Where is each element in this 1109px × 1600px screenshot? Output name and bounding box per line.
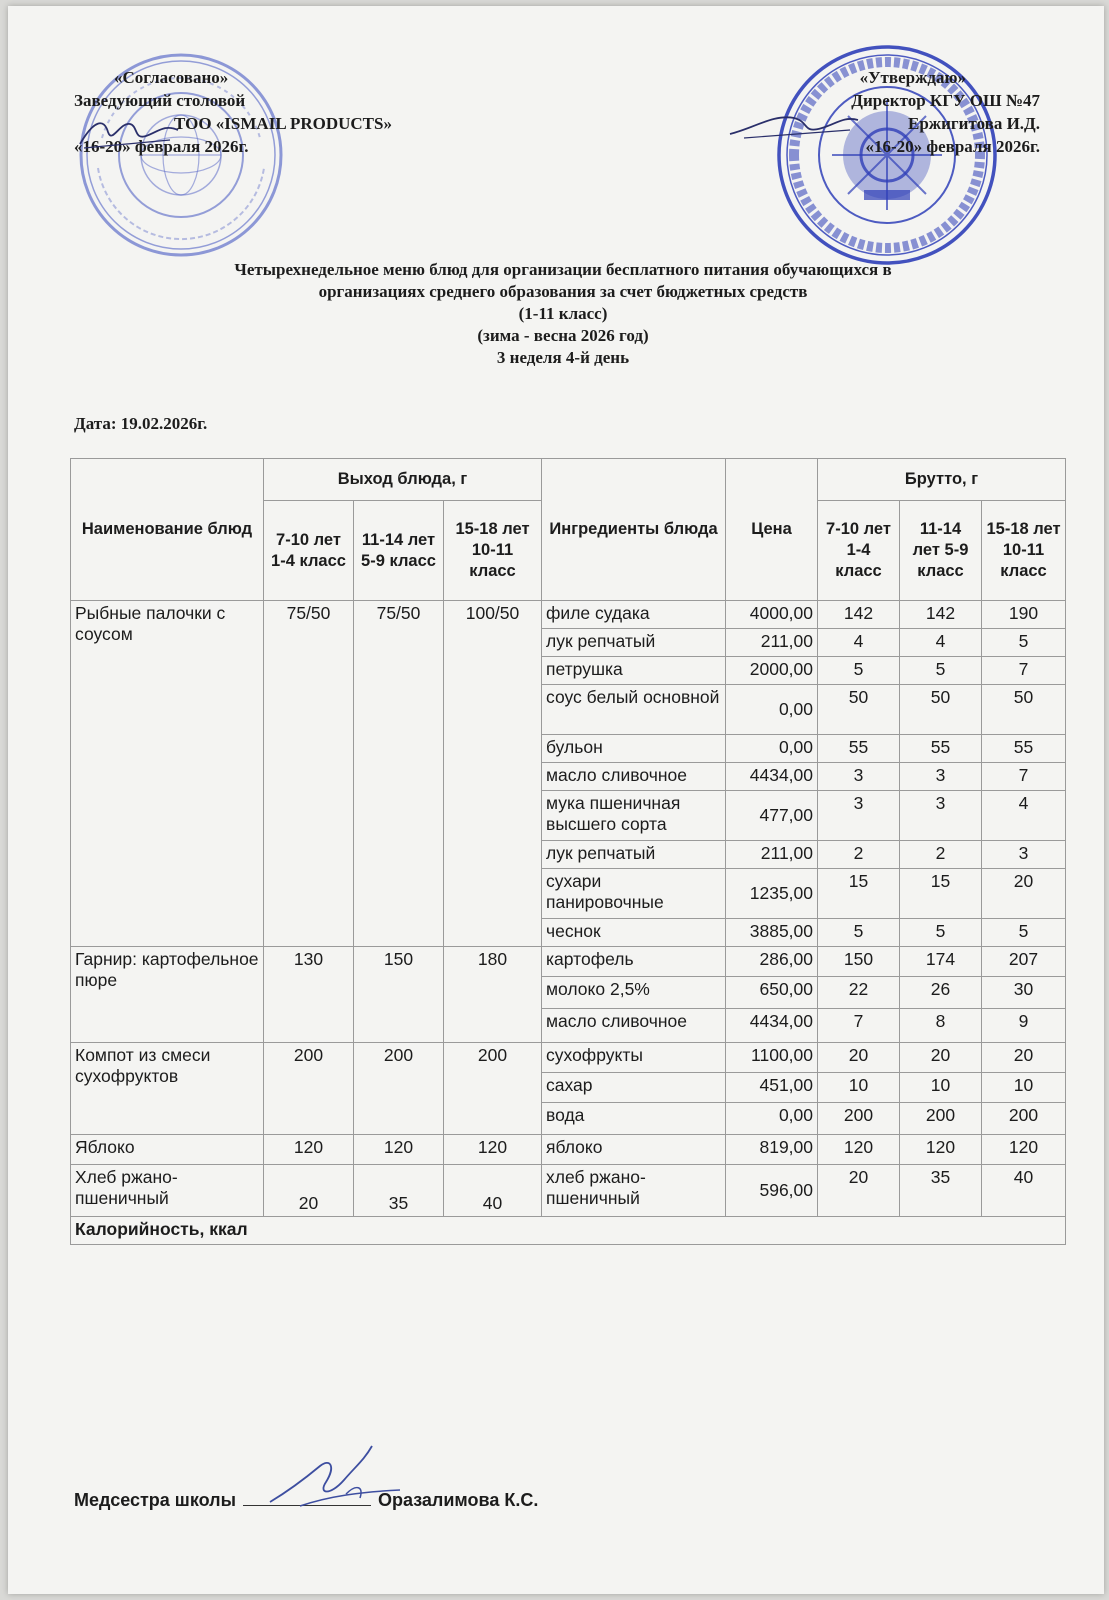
ingredient-price: 451,00 bbox=[726, 1073, 818, 1103]
brutto-value: 26 bbox=[900, 977, 982, 1009]
brutto-value: 150 bbox=[818, 947, 900, 977]
ingredient-price: 3885,00 bbox=[726, 919, 818, 947]
menu-date: Дата: 19.02.2026г. bbox=[74, 414, 208, 433]
brutto-value: 3 bbox=[982, 841, 1066, 869]
col-output-age-2: 11-14 лет 5-9 класс bbox=[354, 501, 444, 601]
ingredient-price: 4000,00 bbox=[726, 601, 818, 629]
brutto-value: 8 bbox=[900, 1009, 982, 1043]
canteen-head-label: Заведующий столовой bbox=[74, 91, 246, 110]
table-row bbox=[71, 1135, 1066, 1165]
brutto-value: 50 bbox=[982, 685, 1066, 735]
col-brutto-age-2: 11-14 лет 5-9 класс bbox=[900, 501, 982, 601]
ingredient-price: 4434,00 bbox=[726, 763, 818, 791]
ingredient-name: масло сливочное bbox=[542, 1009, 726, 1043]
table-row bbox=[71, 1165, 1066, 1217]
approved-label: «Утверждаю» bbox=[859, 68, 966, 87]
ingredient-name: сахар bbox=[542, 1073, 726, 1103]
brutto-value: 20 bbox=[900, 1043, 982, 1073]
nurse-name: Оразалимова К.С. bbox=[377, 1490, 539, 1510]
brutto-value: 9 bbox=[982, 1009, 1066, 1043]
brutto-value: 55 bbox=[982, 735, 1066, 763]
brutto-value: 3 bbox=[818, 763, 900, 791]
right-signature bbox=[724, 104, 864, 144]
brutto-value: 142 bbox=[900, 601, 982, 629]
brutto-value: 20 bbox=[818, 1043, 900, 1073]
brutto-value: 2 bbox=[900, 841, 982, 869]
brutto-value: 5 bbox=[818, 919, 900, 947]
brutto-value: 200 bbox=[982, 1103, 1066, 1135]
ingredient-price: 2000,00 bbox=[726, 657, 818, 685]
brutto-value: 2 bbox=[818, 841, 900, 869]
ingredient-price: 286,00 bbox=[726, 947, 818, 977]
title-line-3: (1-11 класс) bbox=[518, 304, 608, 323]
company-name: ТОО «ISMAIL PRODUCTS» bbox=[174, 114, 392, 133]
col-brutto: Брутто, г bbox=[818, 459, 1066, 501]
brutto-value: 30 bbox=[982, 977, 1066, 1009]
title-line-4: (зима - весна 2026 год) bbox=[477, 326, 649, 345]
ingredient-name: лук репчатый bbox=[542, 629, 726, 657]
brutto-value: 50 bbox=[818, 685, 900, 735]
ingredient-name: сухари панировочные bbox=[542, 869, 726, 919]
ingredient-name: хлеб ржано-пшеничный bbox=[542, 1165, 726, 1217]
brutto-value: 55 bbox=[900, 735, 982, 763]
ingredient-name: яблоко bbox=[542, 1135, 726, 1165]
nurse-signature bbox=[260, 1436, 410, 1516]
brutto-value: 120 bbox=[900, 1135, 982, 1165]
dish-name: Гарнир: картофельное пюре bbox=[71, 947, 264, 1043]
brutto-value: 20 bbox=[818, 1165, 900, 1217]
brutto-value: 5 bbox=[818, 657, 900, 685]
brutto-value: 120 bbox=[818, 1135, 900, 1165]
dish-output: 200 bbox=[264, 1043, 354, 1135]
ingredient-price: 477,00 bbox=[726, 791, 818, 841]
ingredient-name: масло сливочное bbox=[542, 763, 726, 791]
brutto-value: 20 bbox=[982, 869, 1066, 919]
brutto-value: 3 bbox=[900, 763, 982, 791]
ingredient-price: 0,00 bbox=[726, 685, 818, 735]
menu-table bbox=[70, 458, 1066, 1245]
brutto-value: 4 bbox=[982, 791, 1066, 841]
brutto-value: 4 bbox=[818, 629, 900, 657]
dish-output: 200 bbox=[354, 1043, 444, 1135]
brutto-value: 10 bbox=[818, 1073, 900, 1103]
brutto-value: 200 bbox=[900, 1103, 982, 1135]
col-price: Цена bbox=[726, 459, 818, 601]
ingredient-name: бульон bbox=[542, 735, 726, 763]
dish-output: 120 bbox=[264, 1135, 354, 1165]
document-sheet bbox=[8, 6, 1104, 1594]
calories-row bbox=[71, 1217, 1066, 1245]
brutto-value: 207 bbox=[982, 947, 1066, 977]
nurse-label: Медсестра школы bbox=[74, 1490, 236, 1510]
ingredient-price: 4434,00 bbox=[726, 1009, 818, 1043]
agreed-date: «16-20» февраля 2026г. bbox=[74, 137, 249, 156]
brutto-value: 7 bbox=[982, 657, 1066, 685]
ingredient-price: 0,00 bbox=[726, 735, 818, 763]
brutto-value: 7 bbox=[818, 1009, 900, 1043]
title-line-5: 3 неделя 4-й день bbox=[496, 348, 630, 367]
calories-label: Калорийность, ккал bbox=[71, 1217, 1066, 1245]
ingredient-price: 1235,00 bbox=[726, 869, 818, 919]
menu-title bbox=[68, 259, 1058, 369]
col-ingredients: Ингредиенты блюда bbox=[542, 459, 726, 601]
dish-output: 40 bbox=[444, 1165, 542, 1217]
dish-output: 180 bbox=[444, 947, 542, 1043]
brutto-value: 5 bbox=[982, 629, 1066, 657]
dish-output: 20 bbox=[264, 1165, 354, 1217]
dish-name: Компот из смеси сухофруктов bbox=[71, 1043, 264, 1135]
ingredient-price: 650,00 bbox=[726, 977, 818, 1009]
brutto-value: 174 bbox=[900, 947, 982, 977]
ingredient-price: 0,00 bbox=[726, 1103, 818, 1135]
brutto-value: 5 bbox=[900, 919, 982, 947]
approved-date: «16-20» февраля 2026г. bbox=[865, 137, 1040, 156]
menu-body bbox=[71, 601, 1066, 1245]
brutto-value: 55 bbox=[818, 735, 900, 763]
brutto-value: 4 bbox=[900, 629, 982, 657]
col-output-age-3: 15-18 лет 10-11 класс bbox=[444, 501, 542, 601]
ingredient-price: 211,00 bbox=[726, 629, 818, 657]
ingredient-name: сухофрукты bbox=[542, 1043, 726, 1073]
agreed-label: «Согласовано» bbox=[114, 68, 229, 87]
ingredient-price: 1100,00 bbox=[726, 1043, 818, 1073]
ingredient-name: филе судака bbox=[542, 601, 726, 629]
brutto-value: 200 bbox=[818, 1103, 900, 1135]
brutto-value: 3 bbox=[900, 791, 982, 841]
dish-name: Хлеб ржано-пшеничный bbox=[71, 1165, 264, 1217]
ingredient-name: соус белый основной bbox=[542, 685, 726, 735]
brutto-value: 10 bbox=[900, 1073, 982, 1103]
ingredient-name: вода bbox=[542, 1103, 726, 1135]
dish-output: 120 bbox=[354, 1135, 444, 1165]
brutto-value: 35 bbox=[900, 1165, 982, 1217]
title-line-1: Четырехнедельное меню блюд для организации бесплатного питания обучающихся в bbox=[234, 260, 892, 279]
brutto-value: 50 bbox=[900, 685, 982, 735]
col-output: Выход блюда, г bbox=[264, 459, 542, 501]
brutto-value: 142 bbox=[818, 601, 900, 629]
director-label: Директор КГУ ОШ №47 bbox=[851, 91, 1040, 110]
brutto-value: 120 bbox=[982, 1135, 1066, 1165]
dish-output: 75/50 bbox=[264, 601, 354, 947]
brutto-value: 5 bbox=[900, 657, 982, 685]
col-brutto-age-1: 7-10 лет 1-4 класс bbox=[818, 501, 900, 601]
brutto-value: 190 bbox=[982, 601, 1066, 629]
left-signature bbox=[74, 110, 184, 154]
brutto-value: 3 bbox=[818, 791, 900, 841]
dish-output: 75/50 bbox=[354, 601, 444, 947]
dish-output: 150 bbox=[354, 947, 444, 1043]
table-row bbox=[71, 1043, 1066, 1073]
table-row bbox=[71, 947, 1066, 977]
ingredient-name: картофель bbox=[542, 947, 726, 977]
ingredient-name: молоко 2,5% bbox=[542, 977, 726, 1009]
col-brutto-age-3: 15-18 лет 10-11 класс bbox=[982, 501, 1066, 601]
dish-name: Рыбные палочки с соусом bbox=[71, 601, 264, 947]
brutto-value: 40 bbox=[982, 1165, 1066, 1217]
title-line-2: организациях среднего образования за счет бюджетных средств bbox=[318, 282, 808, 301]
brutto-value: 15 bbox=[818, 869, 900, 919]
ingredient-price: 819,00 bbox=[726, 1135, 818, 1165]
brutto-value: 7 bbox=[982, 763, 1066, 791]
ingredient-price: 596,00 bbox=[726, 1165, 818, 1217]
brutto-value: 10 bbox=[982, 1073, 1066, 1103]
dish-name: Яблоко bbox=[71, 1135, 264, 1165]
ingredient-name: чеснок bbox=[542, 919, 726, 947]
approval-block-right bbox=[851, 66, 1040, 158]
brutto-value: 22 bbox=[818, 977, 900, 1009]
table-row bbox=[71, 601, 1066, 629]
dish-output: 130 bbox=[264, 947, 354, 1043]
dish-output: 120 bbox=[444, 1135, 542, 1165]
ingredient-name: мука пшеничная высшего сорта bbox=[542, 791, 726, 841]
dish-output: 35 bbox=[354, 1165, 444, 1217]
ingredient-name: петрушка bbox=[542, 657, 726, 685]
dish-output: 200 bbox=[444, 1043, 542, 1135]
dish-output: 100/50 bbox=[444, 601, 542, 947]
col-output-age-1: 7-10 лет 1-4 класс bbox=[264, 501, 354, 601]
ingredient-price: 211,00 bbox=[726, 841, 818, 869]
brutto-value: 5 bbox=[982, 919, 1066, 947]
brutto-value: 20 bbox=[982, 1043, 1066, 1073]
brutto-value: 15 bbox=[900, 869, 982, 919]
col-dish-name: Наименование блюд bbox=[71, 459, 264, 601]
ingredient-name: лук репчатый bbox=[542, 841, 726, 869]
director-name: Ержигитова И.Д. bbox=[908, 114, 1040, 133]
